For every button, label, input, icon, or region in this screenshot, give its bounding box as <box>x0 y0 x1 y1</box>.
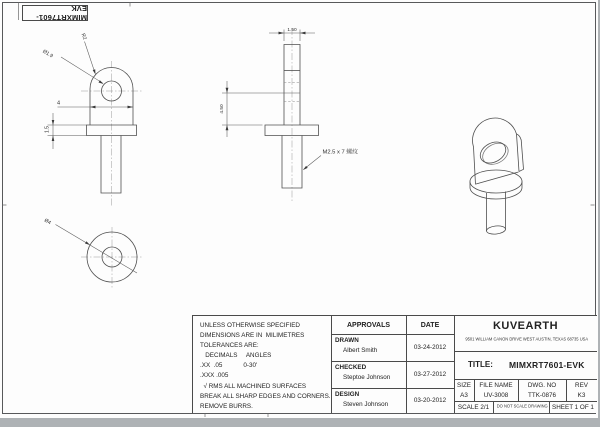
file-name-value: UV-3008 <box>483 392 509 399</box>
note-line: .XXX .005 <box>200 372 229 380</box>
note-line: UNLESS OTHERWISE SPECIFIED <box>200 322 300 329</box>
bottom-dia-label: Ø4 <box>42 217 52 227</box>
front-radius-label: R2 <box>79 32 88 41</box>
divider <box>493 401 494 413</box>
company-address: 9501 WILLIAM CANON DRIVE WEST AUSTIN, TEXAS 68735 USA <box>465 337 589 343</box>
note-line: BREAK ALL SHARP EDGES AND CORNERS. <box>200 392 331 400</box>
dwg-no-label: DWG. NO <box>527 381 557 389</box>
approvals-header: APPROVALS <box>346 321 391 329</box>
approval-role: CHECKED <box>335 364 367 371</box>
note-line: DECIMALS ANGLES <box>200 352 272 360</box>
front-hole-leader <box>41 49 103 84</box>
side-thread-label: M2.5 x 7 螺纹 <box>322 149 358 156</box>
rev-value: K3 <box>577 392 586 399</box>
size-label: SIZE <box>457 381 471 389</box>
front-flange-dimension <box>45 113 87 149</box>
scale-value: SCALE 2/1 <box>457 403 490 411</box>
rev-label: REV <box>575 381 588 389</box>
approval-date: 03-20-2012 <box>413 397 447 404</box>
tolerance-notes <box>200 321 331 412</box>
note-line: REMOVE BURRS. <box>200 402 253 410</box>
no-scale-note: DO NOT SCALE DRAWING <box>496 404 548 410</box>
approval-date: 03-27-2012 <box>413 371 447 378</box>
side-tab-label: 1.50 <box>287 28 297 33</box>
front-flange-label: 1.5 <box>44 126 51 133</box>
approval-name: Steptoe Johnson <box>343 374 391 381</box>
approval-role: DRAWN <box>335 337 359 344</box>
side-height-dimension <box>219 81 300 137</box>
corner-part-number-box <box>22 5 88 21</box>
divider <box>454 351 597 352</box>
size-value: A3 <box>460 392 468 399</box>
front-radius-leader <box>80 33 96 75</box>
note-line: TOLERANCES ARE: <box>200 342 259 350</box>
sheet-value: SHEET 1 OF 1 <box>552 403 594 411</box>
title-label: TITLE: <box>468 360 493 369</box>
company-name: KUVEARTH <box>492 320 559 332</box>
note-line: DIMENSIONS ARE IN MILIMETRES <box>200 332 305 340</box>
approval-name: Albert Smith <box>343 347 378 354</box>
approval-date: 03-24-2012 <box>413 344 447 351</box>
side-height-label: 4.50 <box>220 104 225 114</box>
corner-part-number-label: MIMXRT7601-EVK <box>36 4 87 22</box>
front-view <box>81 61 142 206</box>
note-line: .XX .05 0-30' <box>200 362 258 370</box>
front-hole-label: Ø1.9 <box>41 48 54 60</box>
note-line: √ RMS ALL MACHINED SURFACES <box>200 382 307 390</box>
drawing-title: MIMXRT7601-EVK <box>509 359 585 370</box>
approval-role: DESIGN <box>335 391 360 398</box>
approval-name: Steven Johnson <box>343 401 389 408</box>
title-block <box>192 315 597 413</box>
side-thread-leader <box>303 148 358 171</box>
front-width-label: 4 <box>57 100 61 107</box>
isometric-view <box>470 118 524 235</box>
bottom-dia-leader <box>43 218 137 273</box>
bottom-view <box>81 227 143 288</box>
side-view <box>265 28 319 201</box>
dwg-no-value: TTK-0876 <box>528 392 556 399</box>
file-name-label: FILE NAME <box>479 381 513 389</box>
date-header: DATE <box>420 321 440 329</box>
front-width-dimension <box>57 101 133 109</box>
